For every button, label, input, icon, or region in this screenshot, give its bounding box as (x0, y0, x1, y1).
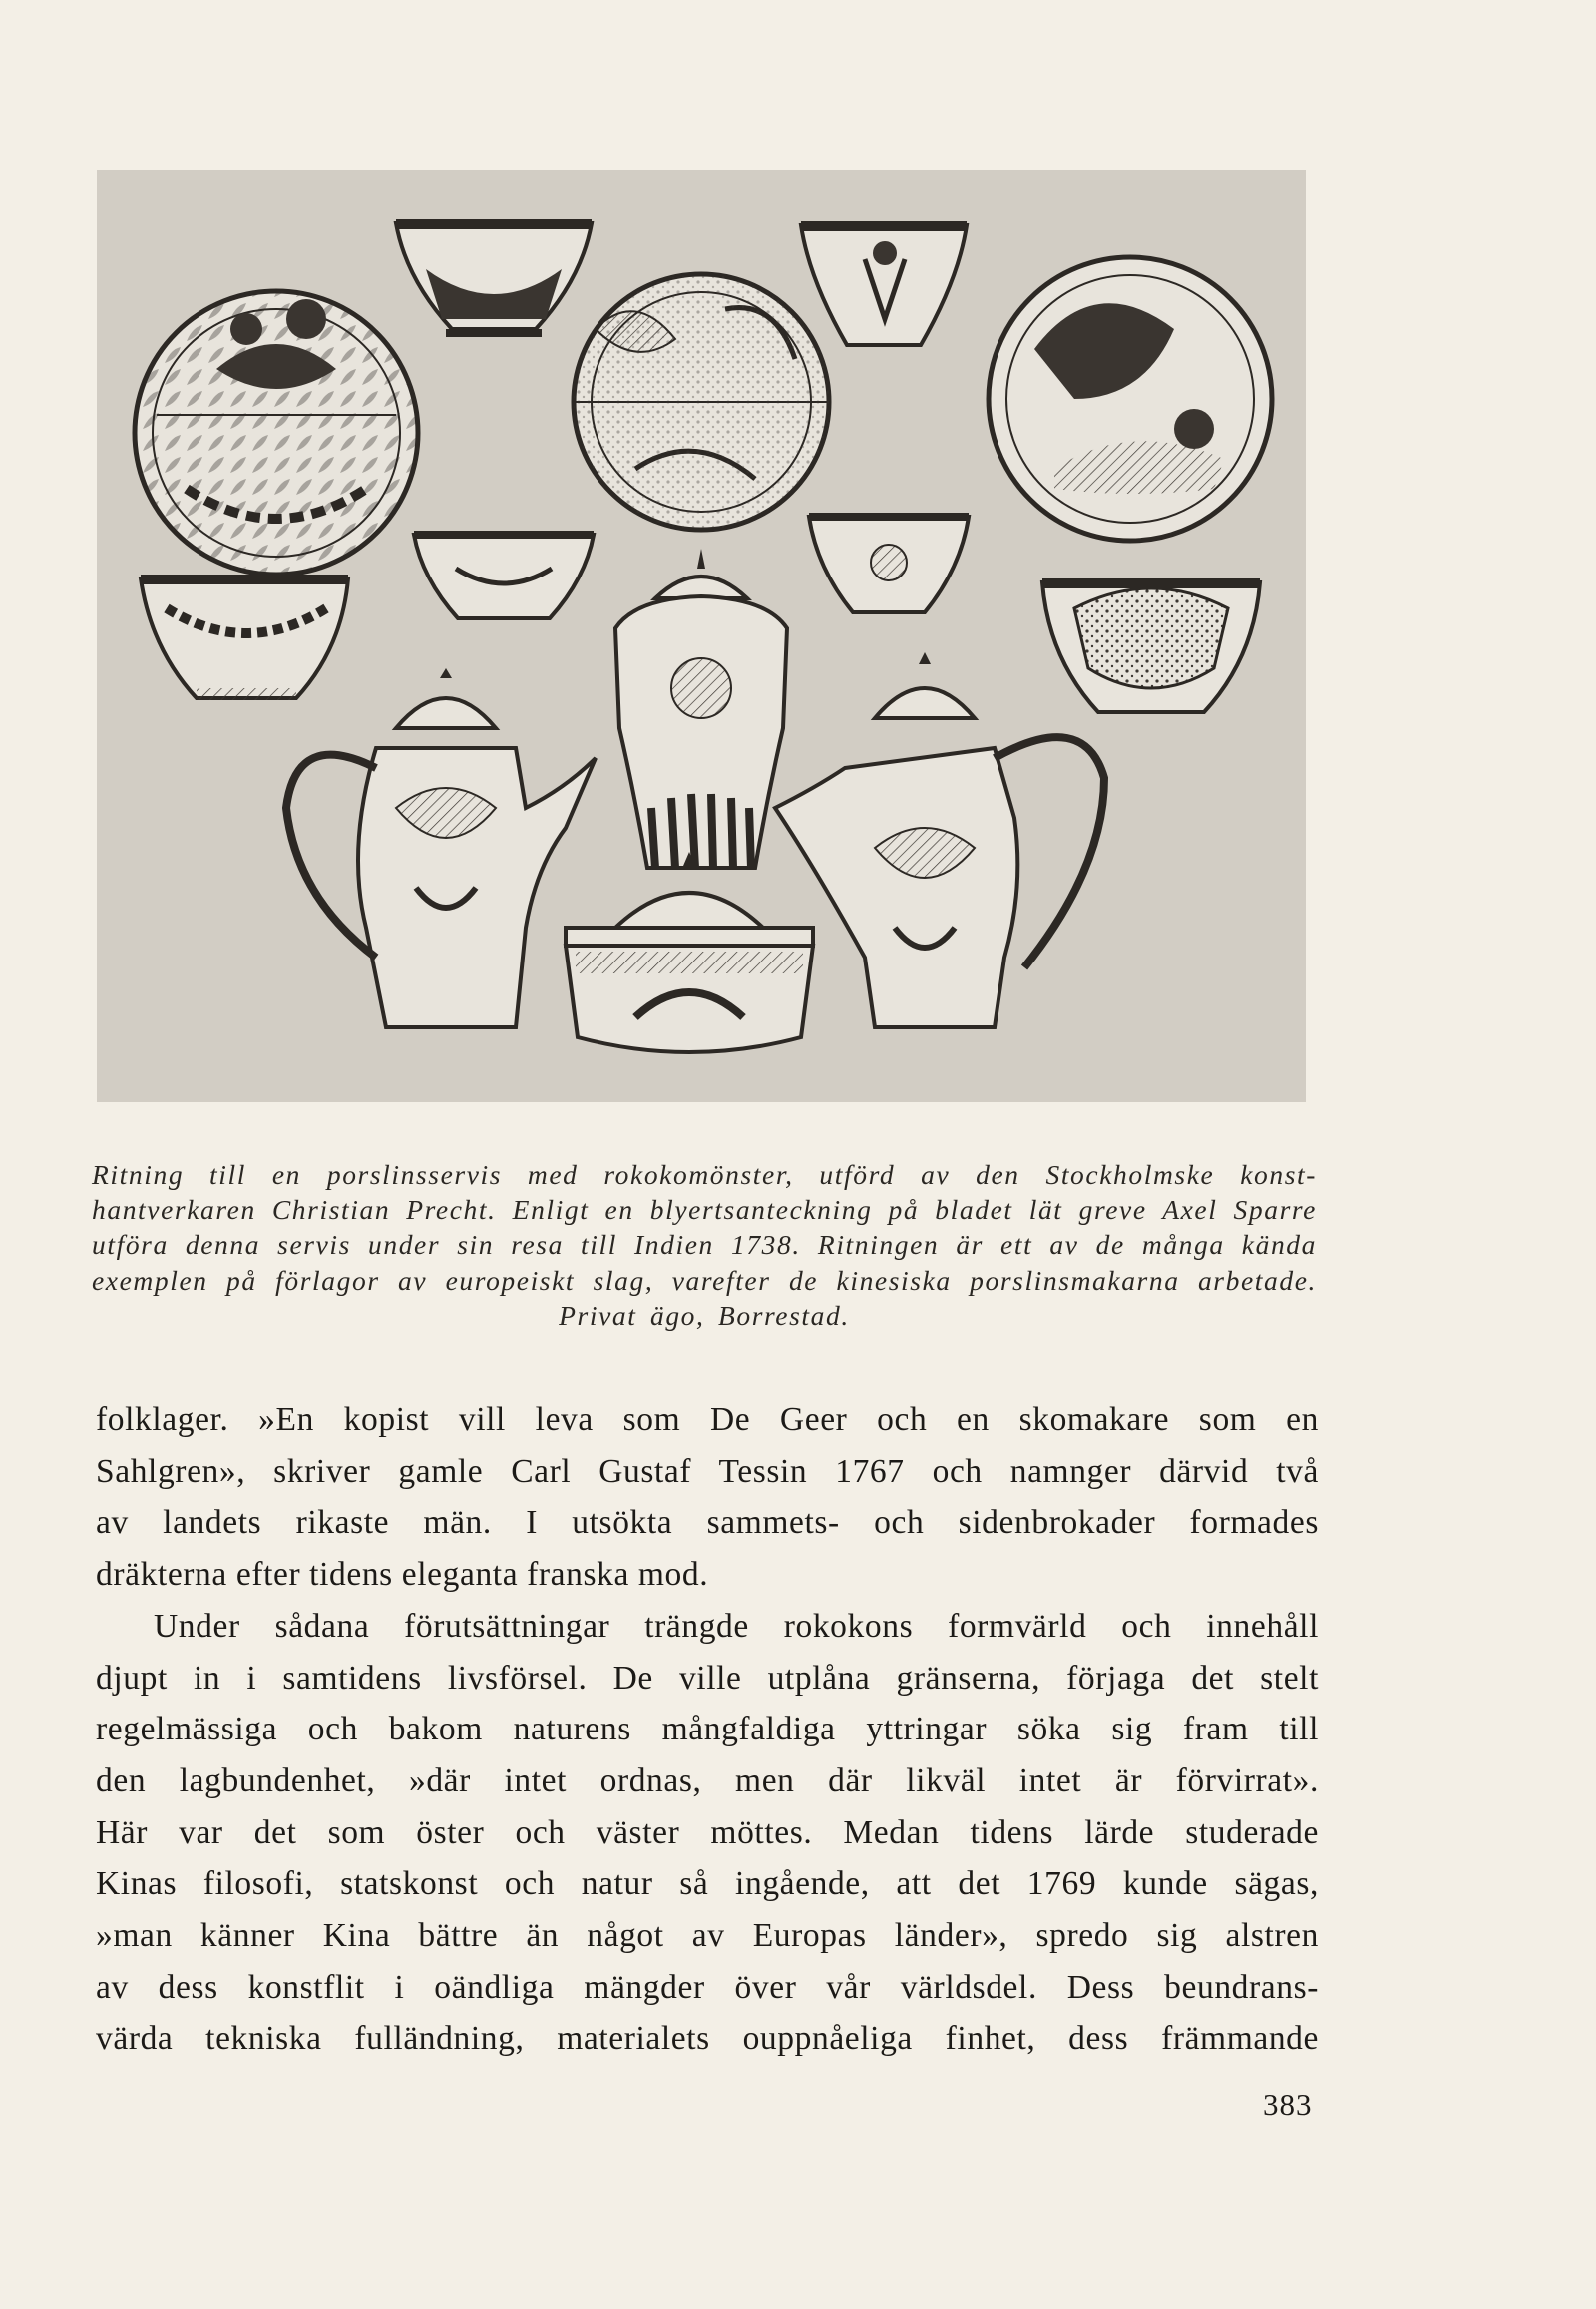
plate-right (989, 257, 1272, 541)
caption-line: hantverkaren Christian Precht. Enligt en blyertsanteckning på bladet lät greve Axel Sparre (92, 1194, 1317, 1226)
caption-line: Ritning till en porslinsservis med rokokomönster, utförd av den Stockholmske konst- (92, 1159, 1317, 1190)
page-number: 383 (1263, 2087, 1313, 2121)
body-line: djupt in i samtidens livsförsel. De ville utplåna gränserna, förjaga det stelt (96, 1659, 1319, 1697)
body-line: av dess konstflit i oändliga mängder över vår världsdel. Dess beundrans- (96, 1968, 1319, 2006)
figure-caption (92, 1157, 1317, 1333)
body-line: regelmässiga och bakom naturens mångfaldiga yttringar söka sig fram till (96, 1711, 1319, 1748)
body-line: Kinas filosofi, statskonst och natur så ingående, att det 1769 kunde sägas, (96, 1865, 1319, 1903)
body-line: »man känner Kina bättre än något av Europas länder», spredo sig alstren (96, 1917, 1319, 1955)
body-line: Här var det som öster och väster möttes. Medan tidens lärde studerade (96, 1813, 1319, 1851)
body-line: folklager. »En kopist vill leva som De Geer och en skomakare som en (96, 1401, 1319, 1438)
plate-center (574, 274, 829, 530)
body-line: dräkterna efter tidens eleganta franska mod. (96, 1556, 709, 1594)
body-line: värda tekniska fulländning, materialets ouppnåeliga finhet, dess främmande (96, 2020, 1319, 2058)
body-line: den lagbundenhet, »där intet ordnas, men där likväl intet är förvirrat». (96, 1761, 1319, 1799)
body-line: Sahlgren», skriver gamle Carl Gustaf Tessin 1767 och namnger därvid två (96, 1452, 1319, 1490)
body-line: av landets rikaste män. I utsökta sammets- och sidenbrokader formades (96, 1504, 1319, 1542)
caption-line: exemplen på förlagor av europeiskt slag, varefter de kinesiska porslinsmakarna arbetade. (92, 1264, 1317, 1296)
caption-line: Privat ägo, Borrestad. (559, 1299, 850, 1331)
plate-left (135, 291, 418, 575)
porcelain-service-illustration (97, 170, 1306, 1102)
caption-line: utföra denna servis under sin resa till Indien 1738. Ritningen är ett av de många kända (92, 1229, 1317, 1261)
body-text (96, 1394, 1319, 2065)
body-line: Under sådana förutsättningar trängde rokokons formvärld och innehåll (154, 1607, 1319, 1645)
